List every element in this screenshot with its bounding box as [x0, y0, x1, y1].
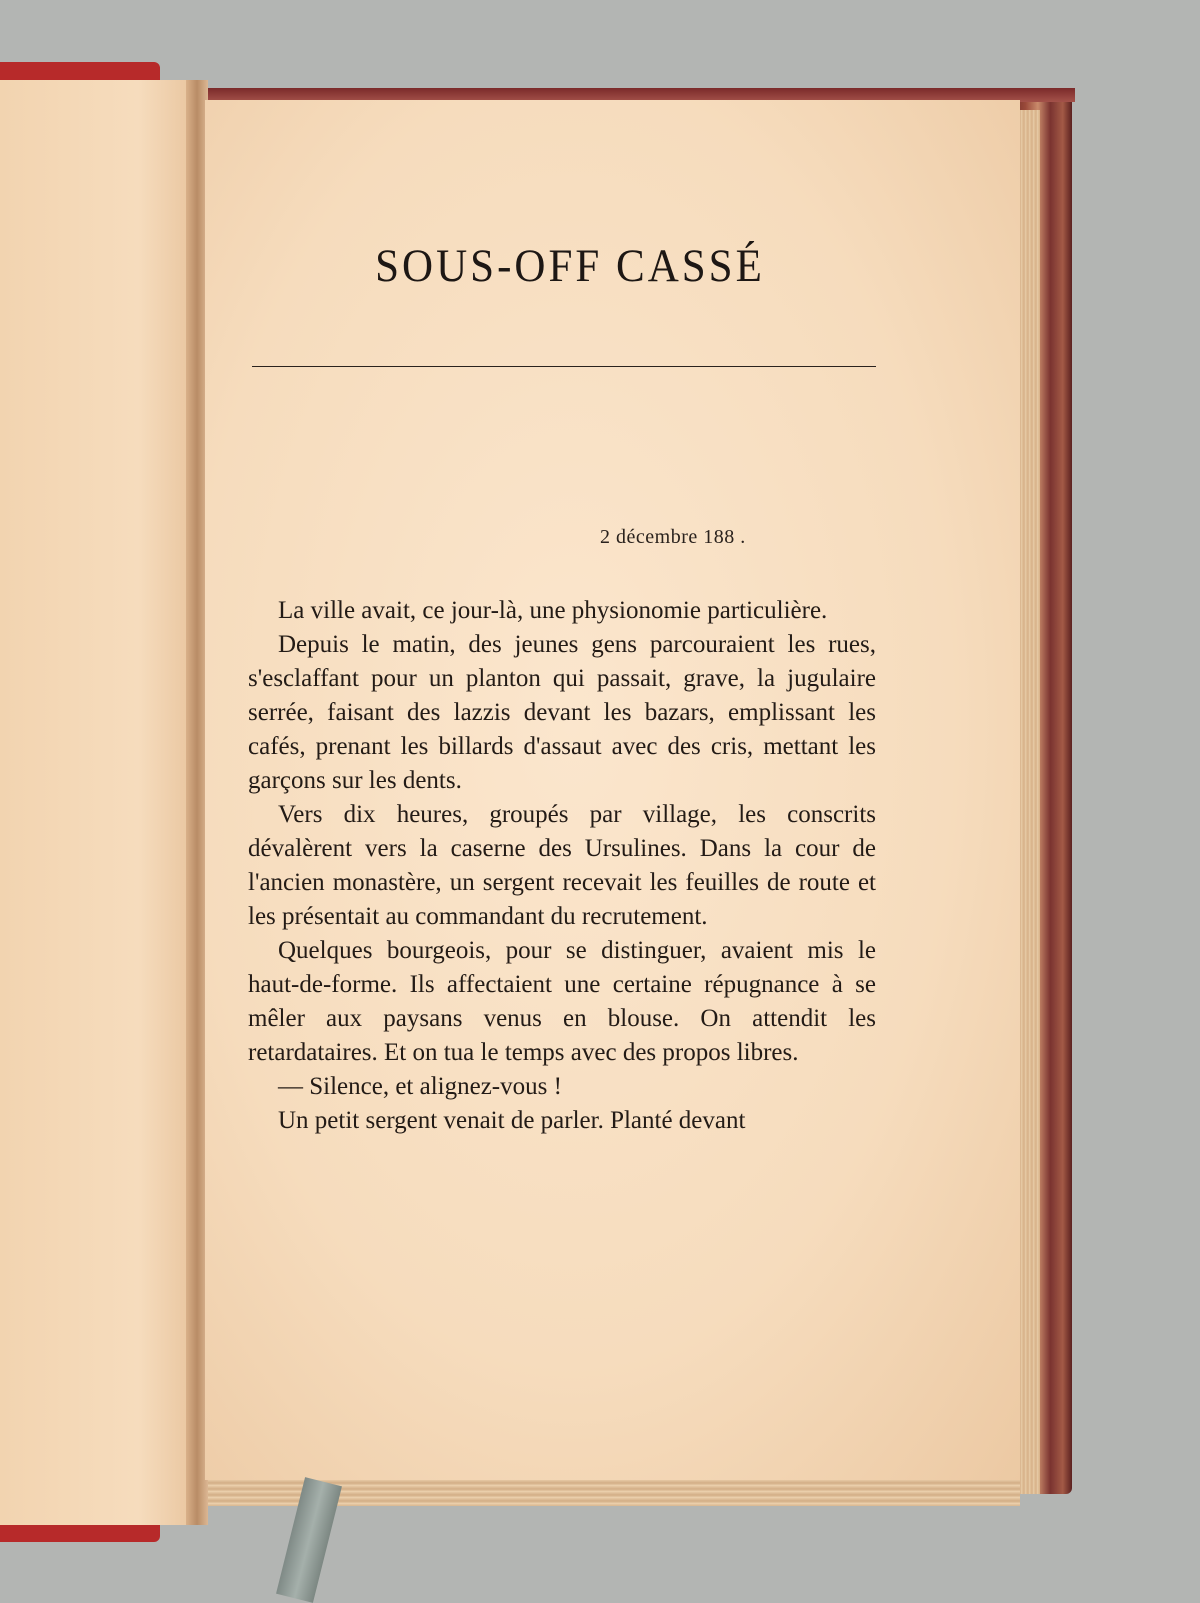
- paragraph: — Silence, et alignez-vous !: [278, 1073, 562, 1100]
- chapter-title: SOUS-OFF CASSÉ: [375, 241, 765, 292]
- paragraph: Vers dix heures, groupés par village, les conscrits dévalèrent vers la caserne des Ursulines. Dans la cour de l'ancien monastère, un sergent recevait les feuilles de route et les présentait au commandant du recrutement.: [248, 801, 876, 930]
- title-rule: [252, 366, 876, 367]
- left-page: [0, 80, 198, 1525]
- paragraph: Quelques bourgeois, pour se distinguer, avaient mis le haut-de-forme. Ils affectaient une certaine répugnance à se mêler aux paysans venus en blouse. On attendit les retardataires. Et on tua le temps avec des propos libres.: [248, 937, 876, 1066]
- chapter-date: 2 décembre 188 .: [600, 526, 746, 548]
- body-text: [248, 594, 876, 1138]
- paragraph: Un petit sergent venait de parler. Planté devant: [278, 1107, 746, 1134]
- paragraph: Depuis le matin, des jeunes gens parcouraient les rues, s'esclaffant pour un planton qui passait, grave, la jugulaire serrée, faisant des lazzis devant les bazars, emplissant les cafés, prenant les billards d'assaut avec des cris, mettant les garçons sur les dents.: [248, 631, 876, 794]
- paragraph: La ville avait, ce jour-là, une physionomie particulière.: [278, 597, 828, 624]
